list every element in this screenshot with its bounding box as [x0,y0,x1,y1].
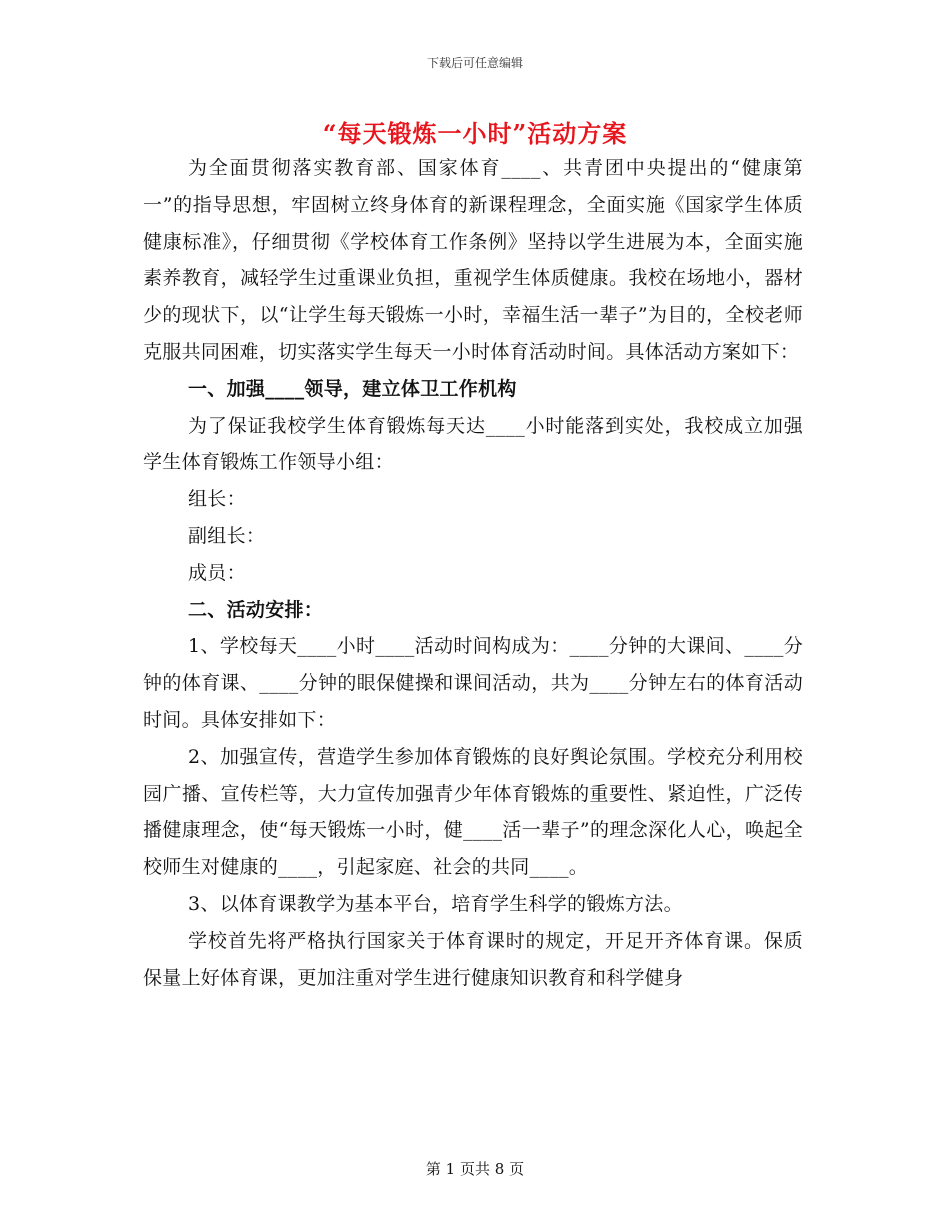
deputy-leader-line: 副组长： [188,524,266,547]
page-footer: 第 1 页共 8 页 [425,1160,525,1178]
section-heading-1: 一、加强____领导，建立体卫工作机构 [188,377,517,400]
intro-paragraph: 为全面贯彻落实教育部、国家体育____、共青团中央提出的“健康第一”的指导思想，牢固树立终身体育的新课程理念，全面实施《国家学生体质健康标准》，仔细贯彻《学校体育工作条例》坚持以学生进展为本，全面实施素养教育，减轻学生过重课业负担，重视学生体质健康。我校在场地小，器材少的现状下，以“让学生每天锻炼一小时，幸福生活一辈子”为目的，全校老师克服共同困难，切实落实学生每天一小时体育活动时间。具体活动方案如下： [143,157,803,363]
arrangement-item-1: 1、学校每天____小时____活动时间构成为：____分钟的大课间、____分钟的体育课、____分钟的眼保健操和课间活动，共为____分钟左右的体育活动时间。具体安排如下： [143,635,803,731]
arrangement-item-3: 3、以体育课教学为基本平台，培育学生科学的锻炼方法。 [188,892,683,915]
document-body [143,150,803,996]
document-title: “每天锻炼一小时”活动方案 [322,119,628,148]
members-line: 成员： [188,561,246,584]
group-leader-line: 组长： [188,488,246,511]
arrangement-item-3-detail: 学校首先将严格执行国家关于体育课时的规定，开足开齐体育课。保质保量上好体育课，更加注重对学生进行健康知识教育和科学健身 [143,929,803,989]
section-heading-2: 二、活动安排： [188,598,324,621]
arrangement-item-2: 2、加强宣传，营造学生参加体育锻炼的良好舆论氛围。学校充分利用校园广播、宣传栏等，大力宣传加强青少年体育锻炼的重要性、紧迫性，广泛传播健康理念，使“每天锻炼一小时，健____活一辈子”的理念深化人心，唤起全校师生对健康的____，引起家庭、社会的共同____。 [143,745,803,879]
page-header: 下载后可任意编辑 [426,56,523,70]
section-1-paragraph: 为了保证我校学生体育锻炼每天达____小时能落到实处，我校成立加强学生体育锻炼工作领导小组： [143,414,803,474]
